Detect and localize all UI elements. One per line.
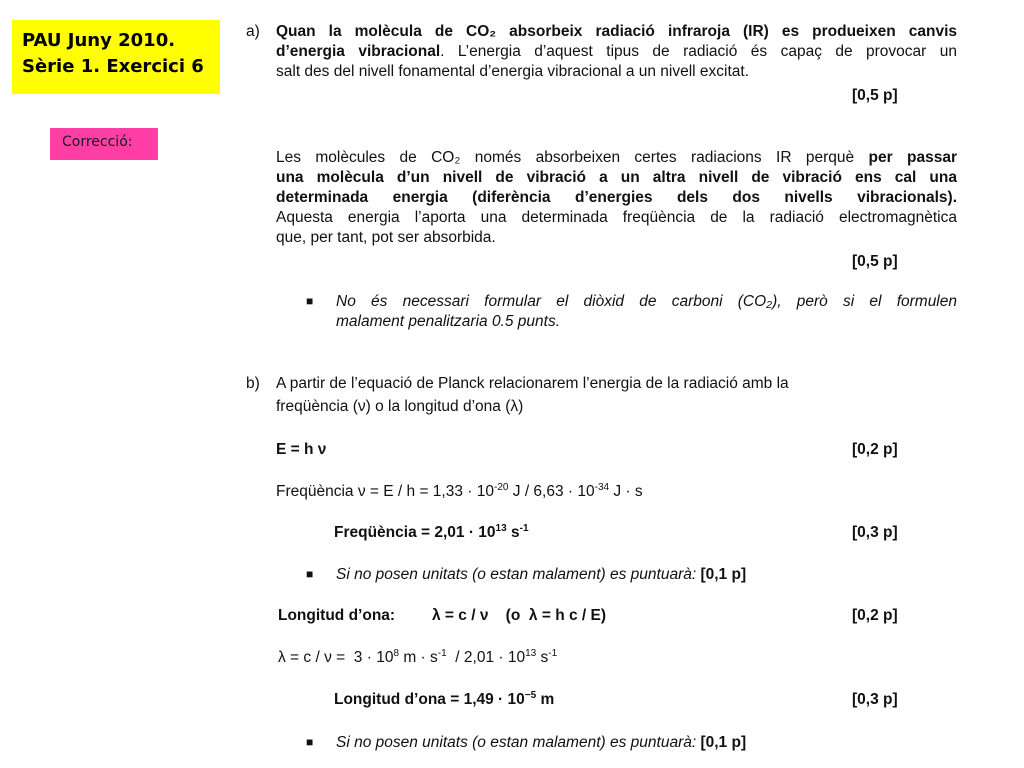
units-note-1 (336, 565, 746, 585)
wl-calc-text-2: m · s (399, 649, 438, 666)
question-line-2: . L’energia d’aquest tipus de radiació és capaç de provocar un (440, 43, 957, 60)
title-line-1: PAU Juny 2010. (22, 30, 176, 51)
planck-equation: E = h ν (276, 441, 327, 458)
part-a-question (276, 22, 957, 82)
units-note-2-points: [0,1 p] (700, 734, 747, 751)
answer-line-1-bold: per passar (868, 149, 957, 166)
question-line-2-bold: d’energia vibracional (276, 43, 441, 60)
wl-calc-exponent-4: -1 (548, 648, 558, 659)
exercise-title (12, 20, 220, 94)
part-a-label: a) (246, 23, 260, 40)
wavelength-label: Longitud d’ona: (278, 607, 396, 624)
frequency-calculation (276, 482, 643, 502)
title-line-2: Sèrie 1. Exercici 6 (22, 56, 204, 77)
answer-line-2: una molècula d’un nivell de vibració a un altra nivell de vibració ens cal una (276, 169, 957, 186)
note-line-1: No és necessari formular el diòxid de carboni (CO₂), però si el formulen (336, 293, 957, 310)
wl-calc-text-4: s (536, 649, 549, 666)
wl-calc-exponent-2: -1 (437, 648, 447, 659)
freq-result-unit-exponent: -1 (519, 523, 529, 534)
part-a-note (336, 292, 957, 332)
wavelength-equation: λ = c / ν (o λ = h c / E) (432, 607, 607, 624)
points-answer-a: [0,5 p] (852, 253, 898, 270)
units-note-1-points: [0,1 p] (700, 566, 747, 583)
points-wavelength-result: [0,3 p] (852, 691, 898, 708)
wl-calc-text-3: / 2,01 · 10 (446, 649, 526, 666)
wl-calc-exponent-3: 13 (525, 648, 537, 659)
units-note-2 (336, 733, 746, 753)
answer-line-4: Aquesta energia l’aporta una determinada freqüència de la radiació electromagnètica (276, 209, 957, 226)
units-note-2-text: Si no posen unitats (o estan malament) es puntuarà: (336, 734, 697, 751)
wl-result-unit: m (536, 691, 555, 708)
answer-line-1: Les molècules de CO₂ només absorbeixen certes radiacions IR perquè (276, 149, 855, 166)
freq-result-text: Freqüència = 2,01 · 10 (334, 524, 496, 541)
square-bullet-icon: ■ (306, 735, 314, 749)
freq-calc-exponent-1: -20 (494, 482, 509, 493)
units-note-1-text: Si no posen unitats (o estan malament) es puntuarà: (336, 566, 697, 583)
planck-intro-line-1: A partir de l’equació de Planck relacionarem l’energia de la radiació amb la (276, 375, 789, 392)
question-line-3: salt des del nivell fonamental d’energia vibracional a un nivell excitat. (276, 63, 750, 80)
wavelength-calculation (278, 648, 557, 668)
wavelength-result (334, 690, 554, 710)
planck-intro-line-2: freqüència (ν) o la longitud d’ona (λ) (276, 398, 524, 415)
question-line-1: Quan la molècula de CO₂ absorbeix radiació infraroja (IR) es produeixen canvis (276, 23, 957, 40)
freq-calc-text-2: J / 6,63 · 10 (508, 483, 595, 500)
freq-calc-text-1: Freqüència ν = E / h = 1,33 · 10 (276, 483, 494, 500)
correction-label: Correcció: (50, 128, 158, 160)
part-b-label: b) (246, 375, 260, 392)
wl-result-exponent: −5 (524, 690, 537, 701)
points-planck-equation: [0,2 p] (852, 441, 898, 458)
answer-line-3: determinada energia (diferència d’energies dels dos nivells vibracionals). (276, 189, 957, 206)
frequency-result (334, 523, 529, 543)
points-wavelength-equation: [0,2 p] (852, 607, 898, 624)
freq-calc-text-3: J · s (609, 483, 643, 500)
wl-result-text: Longitud d’ona = 1,49 · 10 (334, 691, 525, 708)
freq-result-exponent: 13 (495, 523, 507, 534)
wl-calc-exponent-1: 8 (393, 648, 400, 659)
square-bullet-icon: ■ (306, 294, 314, 308)
freq-calc-exponent-2: -34 (594, 482, 610, 493)
square-bullet-icon: ■ (306, 567, 314, 581)
points-frequency-result: [0,3 p] (852, 524, 898, 541)
wl-calc-text-1: λ = c / ν = 3 · 10 (278, 649, 394, 666)
points-question-a: [0,5 p] (852, 87, 898, 104)
note-line-2: malament penalitzaria 0.5 punts. (336, 313, 561, 330)
answer-line-5: que, per tant, pot ser absorbida. (276, 229, 496, 246)
part-a-answer (276, 148, 957, 248)
freq-result-unit: s (506, 524, 520, 541)
